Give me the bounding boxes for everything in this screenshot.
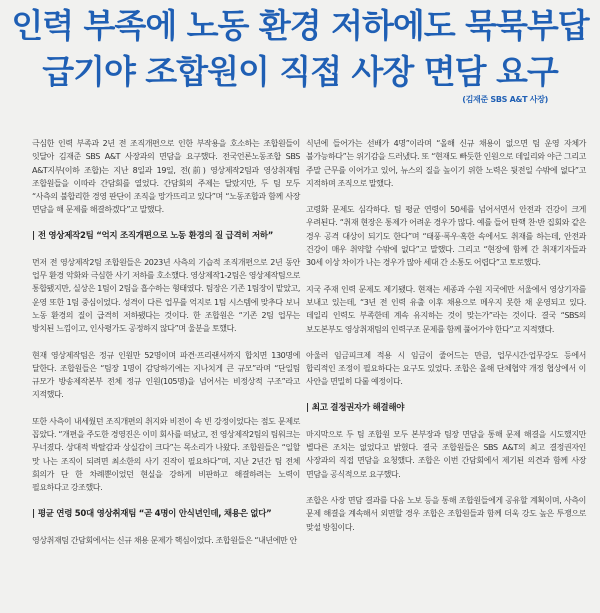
left-paragraph-5: 영상취재팀 간담회에서는 신규 채용 문제가 핵심이었다. 조합원들은 “내년에만 안 bbox=[32, 535, 297, 545]
left-paragraph-1: 극심한 인력 부족과 2년 전 조직개편으로 인한 부작용을 호소하는 조합원들이 잇달아 김재준 SBS A&T 사장과의 면담을 요구했다. 전국언론노동조합 SBS A&T지부(이하 조합)는 지난 8일과 19일, 전(前) 영상제작2팀과 영상취재팀 조합원들을 이따라 간담회를 열었다. 간담회의 주제는 달랐지만, 두 팀 모두 “사측의 불합리한 경영 판단이 조직을 망가뜨리고 있다”며 “노동조합과 함께 사장 면담을 해 문제를 해결하겠다”고 말했다. bbox=[32, 139, 300, 215]
right-paragraph-6: 조합은 사장 면담 결과를 다음 노보 등을 통해 조합원들에게 공유할 계획이며, 사측이 문제 해결을 계속해서 외면할 경우 조합은 조합원들과 함께 더욱 강도 높은 투쟁으로 맞설 방침이다. bbox=[306, 495, 586, 532]
right-subheading-1 bbox=[306, 402, 586, 415]
left-column bbox=[32, 137, 300, 560]
headline-line-2: 급기야 조합원이 직접 사장 면담 요구 bbox=[42, 52, 558, 91]
right-column bbox=[306, 137, 586, 547]
left-subheading-1-text: 전 영상제작2팀 “억지 조직개편으로 노동 환경의 질 급격히 저하” bbox=[37, 230, 274, 241]
subheading-bar: | bbox=[306, 402, 309, 413]
left-subheading-1 bbox=[32, 230, 300, 243]
right-paragraph-5: 마지막으로 두 팀 조합원 모두 본부장과 팀장 면담을 통해 문제 해결을 시도했지만 별다른 조치는 없었다고 밝혔다. 결국 조합원들은 SBS A&T의 최고 결정권자인 사장과의 직접 면담을 요청했다. 조합은 이번 간담회에서 제기된 의견과 함께 사장 면담을 공식적으로 요구했다. bbox=[306, 429, 586, 479]
left-paragraph-3: 현재 영상제작팀은 정규 인원만 52명이며 파견·프리랜서까지 합치면 130명에 달한다. 조합원들은 “팀장 1명이 감당하기에는 지나치게 큰 규모”라며 “단일팀 규모가 방송제작본부 전체 정규 인원(105명)을 넘어서는 비정상적 구조”라고 지적했다. bbox=[32, 350, 300, 400]
left-paragraph-4: 또한 사측이 내세웠던 조직개편의 취지와 비전이 속 빈 강정이었다는 점도 문제로 꼽았다. “개편을 주도한 경영진은 이미 회사를 떠났고, 전 영상제작2팀의 팀워크는 무너졌다. 상대적 박탈감과 상실감이 크다”는 목소리가 나왔다. 조합원들은 “일할 맛 나는 조직이 되려면 최소한의 사기 진작이 필요하다”며, 지난 2년간 팀 전체 회의가 단 한 차례뿐이었던 현실을 강하게 비판하고 해결하려는 노력이 필요하다고 강조했다. bbox=[32, 416, 300, 493]
headline-line-1: 인력 부족에 노동 환경 저하에도 묵묵부답 bbox=[11, 6, 589, 45]
subheading-bar: | bbox=[32, 508, 35, 519]
left-subheading-2 bbox=[32, 508, 300, 521]
right-paragraph-1: 식년에 들어가는 선배가 4명”이라며 “올해 신규 채용이 없으면 팀 운영 자체가 불가능하다”는 위기감을 드러냈다. 또 “현재도 빠듯한 인원으로 데일리와 야근 그리고 주말 근무를 이어가고 있어, 뉴스의 질을 높이기 위한 노력은 뒷전일 수밖에 없다”고 지적하며 조직으로 말했다. bbox=[306, 139, 586, 188]
subheading-bar: | bbox=[32, 230, 35, 241]
right-paragraph-2: 고령화 문제도 심각하다. 팀 평균 연령이 50세를 넘어서면서 안전과 건강이 크게 우려된다. “취재 현장은 통제가 어려운 경우가 많다. 예를 들어 탄핵 찬·반 집회와 같은 경우 공격 대상이 되기도 한다”며 “태풍·폭우·혹한 속에서도 취재를 하는데, 안전과 건강이 매우 취약할 수밖에 없다”고 말했다. 그리고 “현장에 함께 간 취재기자들과 30세 이상 차이가 나는 경우가 많아 세대 간 소통도 어렵다”고 토로했다. bbox=[306, 205, 586, 268]
photo-caption: (김재준 SBS A&T 사장) bbox=[462, 95, 548, 104]
right-subheading-1-text: 최고 결정권자가 해결해야 bbox=[311, 402, 405, 413]
right-paragraph-4: 아울러 임금피크제 적용 시 임금이 줄어드는 만큼, 업무시간·업무강도 등에서 합리적인 조정이 필요하다는 요구도 있었다. 조합은 올해 단체협약 개정 협상에서 이 사안을 면밀히 다룰 예정이다. bbox=[306, 350, 586, 387]
right-paragraph-3: 지국 주재 인력 문제도 제기됐다. 현재는 세종과 수원 지국에만 서울에서 영상기자를 보내고 있는데, “3년 전 인력 유출 이후 채용으로 메우지 못한 채 운영되고 있다. 데일리 인력도 부족한데 계속 유지하는 것이 맞는가”라는 것이다. 결국 “SBS의 보도본부도 영상취재팀의 인력구조 문제를 함께 풀어가야 한다”고 지적했다. bbox=[306, 284, 586, 334]
left-paragraph-2: 먼저 전 영상제작2팀 조합원들은 2023년 사측의 기습적 조직개편으로 2년 동안 업무 환경 악화와 극심한 사기 저하를 호소했다. 영상제작1-2팀은 영상제작팀으로 통합됐지만, 실상은 1팀이 2팀을 흡수하는 형태였다. 팀장은 기존 1팀장이 맡았고, 운영 또한 1팀 중심이었다. 성격이 다른 업무를 억지로 1팀 시스템에 맞추다 보니 노동 환경의 질이 급격히 저하됐다는 것이다. 한 조합원은 “기존 2팀 업무는 방치된 느낌이고, 인사평가도 공정하지 않다”며 울분을 토했다. bbox=[32, 257, 300, 334]
left-subheading-2-text: 평균 연령 50대 영상취재팀 “곧 4명이 안식년인데, 채용은 없다” bbox=[37, 508, 272, 519]
